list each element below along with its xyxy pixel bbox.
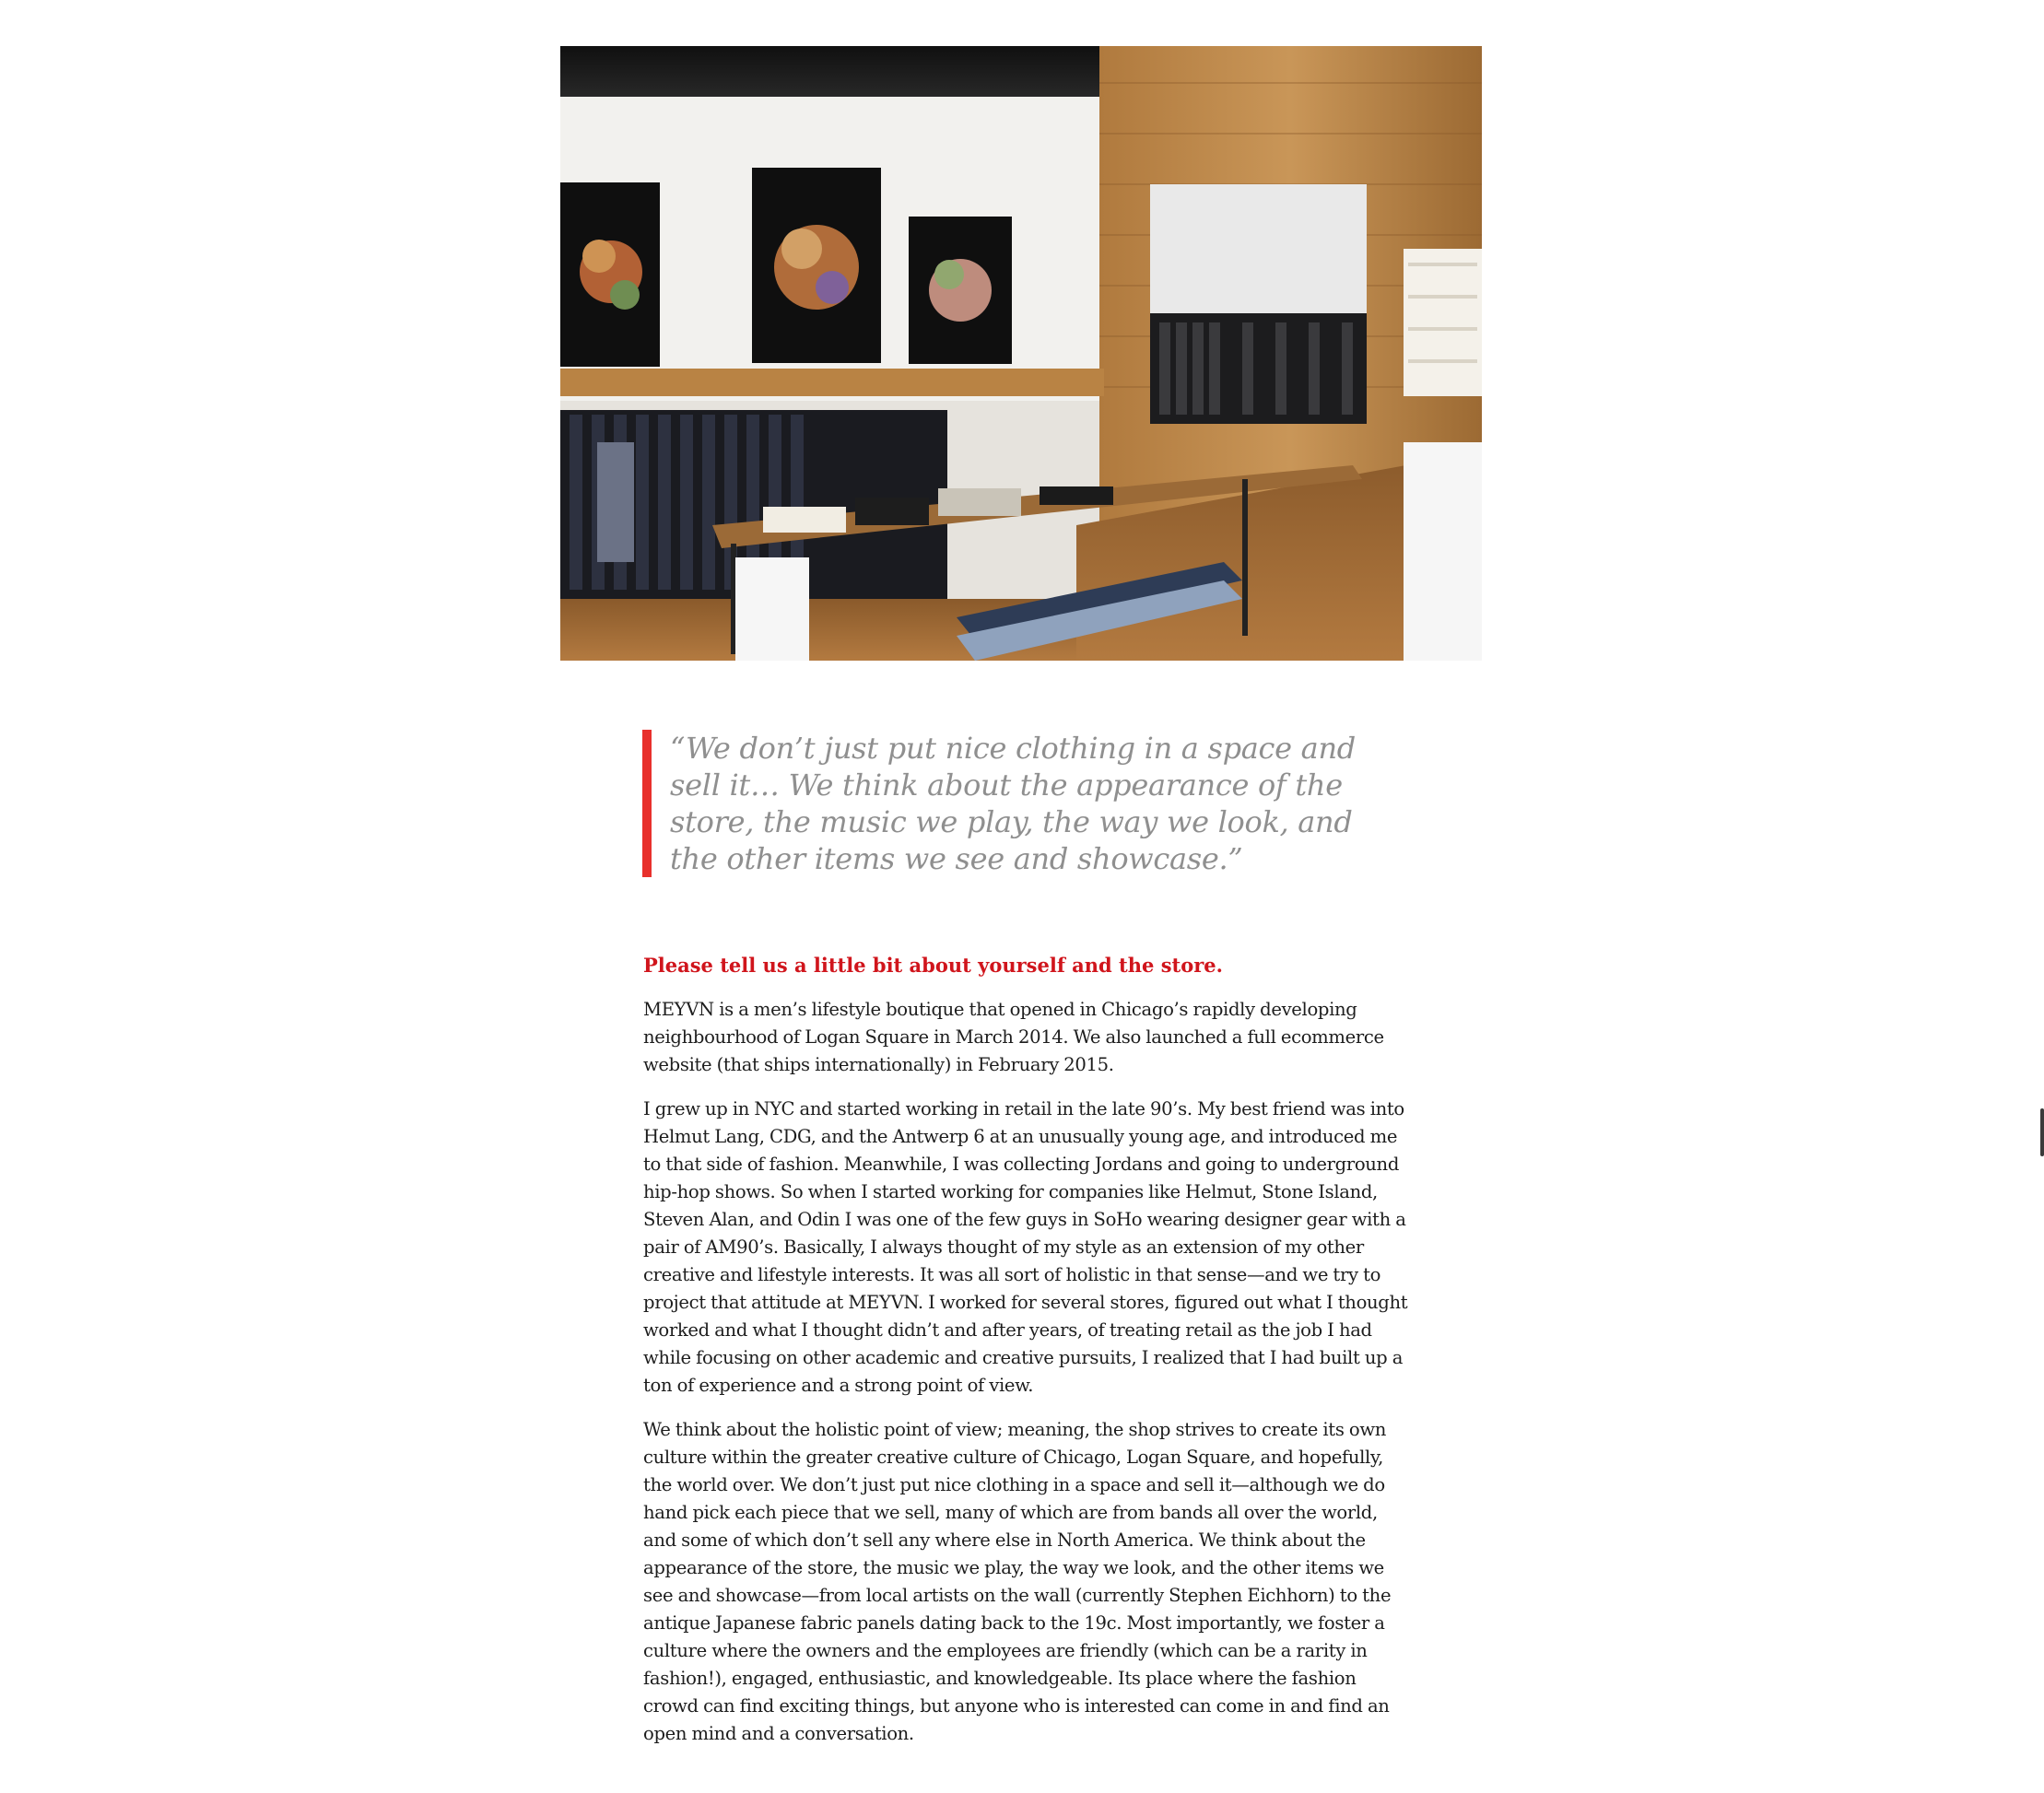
pull-quote-text: “We don’t just put nice clothing in a space and sell it… We think about the appearance of the store, the music we play, the way we look, and the other items we see and showcase.” [670,731,1356,876]
answer-paragraph: I grew up in NYC and started working in retail in the late 90’s. My best friend was into Helmut Lang, CDG, and the Antwerp 6 at an unusually young age, and introduced me to that side of fashion. Meanwhile, I was collecting Jordans and going to underground hip-hop shows. So when I started working for companies like Helmut, Stone Island, Steven Alan, and Odin I was one of the few guys in SoHo wearing designer gear with a pair of AM90’s. Basically, I always thought of my style as an extension of my other creative and lifestyle interests. It was all sort of holistic in that sense—and we try to project that attitude at MEYVN. I worked for several stores, figured out what I thought worked and what I thought didn’t and after years, of treating retail as the job I had while focusing on other academic and creative pursuits, I realized that I had built up a ton of experience and a strong point of view. [643,1098,1408,1396]
store-interior-photo-icon [560,46,1482,661]
article-body [643,952,1408,1764]
interview-question: Please tell us a little bit about yourself and the store. [643,954,1223,977]
answer-paragraph: We think about the holistic point of view; meaning, the shop strives to create its own culture within the greater creative culture of Chicago, Logan Square, and hopefully, the world over. We don’t just put nice clothing in a space and sell it—although we do hand pick each piece that we sell, many of which are from bands all over the world, and some of which don’t sell any where else in North America. We think about the appearance of the store, the music we play, the way we look, and the other items we see and showcase—from local artists on the wall (currently Stephen Eichhorn) to the antique Japanese fabric panels dating back to the 19c. Most importantly, we foster a culture where the owners and the employees are friendly (which can be a rarity in fashion!), engaged, enthusiastic, and knowledgeable. Its place where the fashion crowd can find exciting things, but anyone who is interested can come in and find an open mind and a conversation. [643,1419,1392,1744]
pull-quote [642,730,1407,877]
scrollbar-thumb[interactable] [2040,1108,2044,1156]
answer-paragraph: MEYVN is a men’s lifestyle boutique that opened in Chicago’s rapidly developing neighbourhood of Logan Square in March 2014. We also launched a full ecommerce website (that ships internationally) in February 2015. [643,999,1384,1075]
hero-image [560,46,1482,661]
